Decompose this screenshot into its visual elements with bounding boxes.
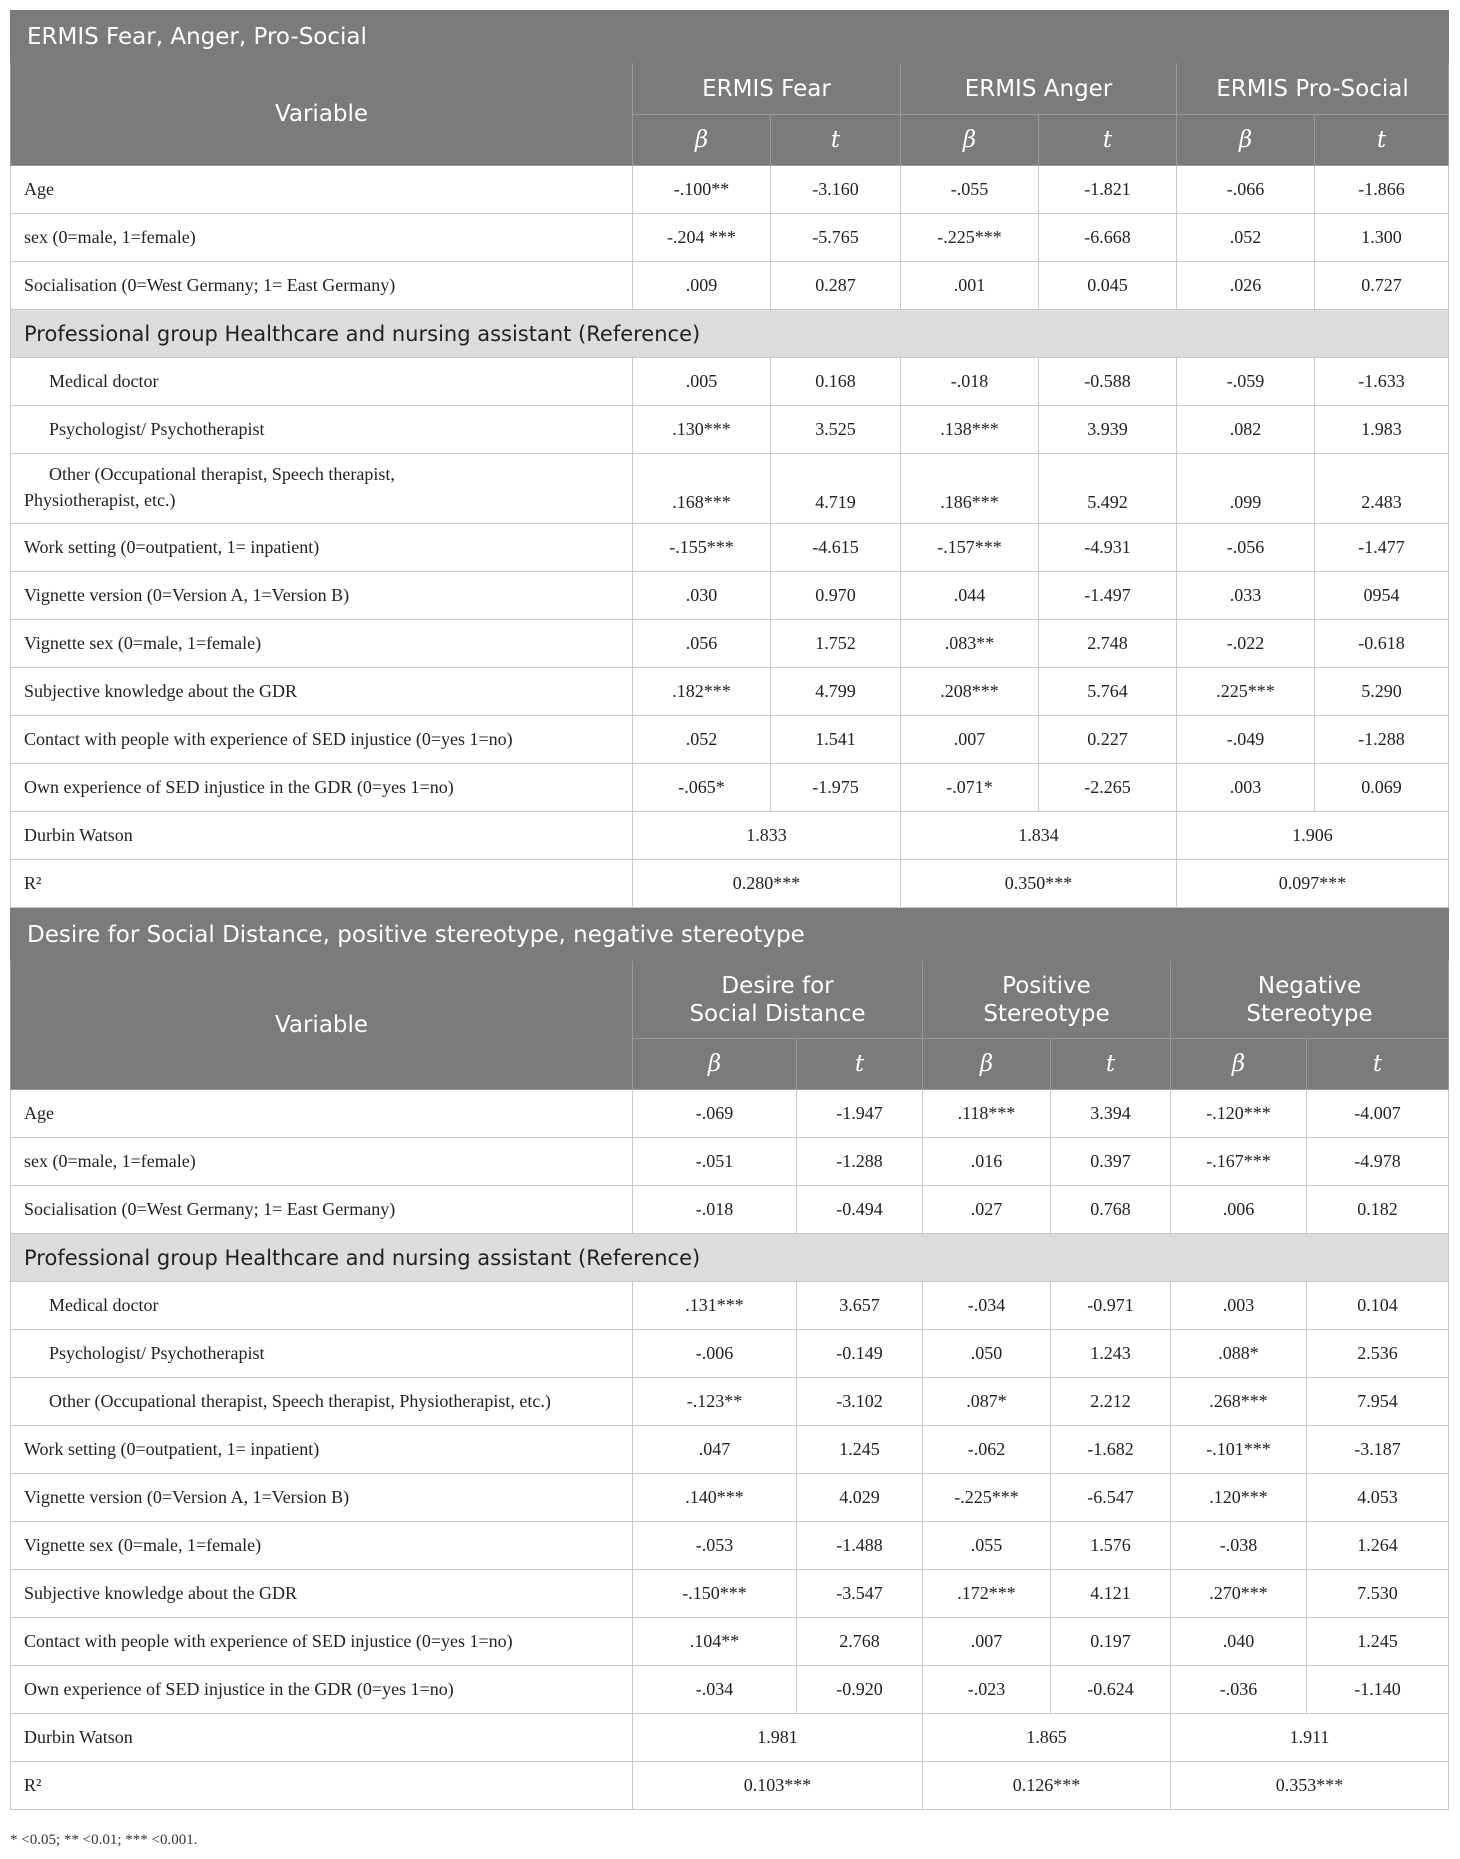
table-row [11, 454, 1449, 524]
variable-header: Variable [11, 63, 633, 166]
cell: .083** [901, 620, 1039, 668]
table-row [11, 524, 1449, 572]
cell: .225*** [1177, 668, 1315, 716]
beta-header: β [1177, 115, 1315, 166]
cell: .005 [633, 358, 771, 406]
table-row [11, 1474, 1449, 1522]
cell: .001 [901, 262, 1039, 310]
table-row [11, 1138, 1449, 1186]
row-label: Psychologist/ Psychotherapist [11, 406, 633, 454]
cell: 0.227 [1039, 716, 1177, 764]
cell: .044 [901, 572, 1039, 620]
cell: -0.971 [1051, 1282, 1171, 1330]
group-header-ermis-anger: ERMIS Anger [901, 63, 1177, 115]
cell: 0.287 [771, 262, 901, 310]
row-label-line2: Physiotherapist, etc.) [24, 490, 176, 510]
cell: 1.834 [901, 812, 1177, 860]
cell: .130*** [633, 406, 771, 454]
regression-tables [10, 10, 1448, 1810]
row-label: Durbin Watson [11, 1714, 633, 1762]
subgroup-header: Professional group Healthcare and nursing assistant (Reference) [11, 1234, 1449, 1282]
cell: 1.264 [1307, 1522, 1449, 1570]
group-header-line2: Stereotype [1246, 1000, 1373, 1027]
table-row [11, 358, 1449, 406]
beta-header: β [923, 1039, 1051, 1090]
cell: 7.530 [1307, 1570, 1449, 1618]
cell: .082 [1177, 406, 1315, 454]
cell: -.066 [1177, 166, 1315, 214]
cell: 0954 [1315, 572, 1449, 620]
group-header-ermis-fear: ERMIS Fear [633, 63, 901, 115]
beta-header: β [633, 1039, 797, 1090]
cell: .003 [1171, 1282, 1307, 1330]
beta-header: β [1171, 1039, 1307, 1090]
cell: -1.682 [1051, 1426, 1171, 1474]
cell: -1.947 [797, 1090, 923, 1138]
group-header-negative-stereotype [1171, 961, 1449, 1039]
cell: -0.149 [797, 1330, 923, 1378]
t-header: t [1051, 1039, 1171, 1090]
cell: 1.911 [1171, 1714, 1449, 1762]
subgroup-header: Professional group Healthcare and nursing assistant (Reference) [11, 310, 1449, 358]
cell: 5.492 [1039, 454, 1177, 524]
cell: .268*** [1171, 1378, 1307, 1426]
cell: .047 [633, 1426, 797, 1474]
cell: 2.768 [797, 1618, 923, 1666]
cell: 5.764 [1039, 668, 1177, 716]
table-row [11, 572, 1449, 620]
row-label: Work setting (0=outpatient, 1= inpatient) [11, 1426, 633, 1474]
t-header: t [797, 1039, 923, 1090]
section-title: ERMIS Fear, Anger, Pro-Social [11, 11, 1449, 63]
cell: -.100** [633, 166, 771, 214]
cell: 1.981 [633, 1714, 923, 1762]
cell: .118*** [923, 1090, 1051, 1138]
cell: -1.477 [1315, 524, 1449, 572]
cell: -.036 [1171, 1666, 1307, 1714]
group-header-ermis-prosocial: ERMIS Pro-Social [1177, 63, 1449, 115]
durbin-watson-row [11, 812, 1449, 860]
table-row [11, 620, 1449, 668]
cell: -.056 [1177, 524, 1315, 572]
table-row [11, 1330, 1449, 1378]
cell: 0.727 [1315, 262, 1449, 310]
cell: .033 [1177, 572, 1315, 620]
row-label: Medical doctor [11, 358, 633, 406]
cell: .007 [901, 716, 1039, 764]
cell: 0.069 [1315, 764, 1449, 812]
cell: .172*** [923, 1570, 1051, 1618]
t-header: t [1307, 1039, 1449, 1090]
row-label: sex (0=male, 1=female) [11, 1138, 633, 1186]
cell: -.225*** [923, 1474, 1051, 1522]
row-label: Subjective knowledge about the GDR [11, 668, 633, 716]
cell: .138*** [901, 406, 1039, 454]
cell: -.034 [923, 1282, 1051, 1330]
row-label: Vignette version (0=Version A, 1=Version B) [11, 1474, 633, 1522]
cell: -3.102 [797, 1378, 923, 1426]
table-row [11, 1186, 1449, 1234]
cell: 2.748 [1039, 620, 1177, 668]
row-label: Socialisation (0=West Germany; 1= East Germany) [11, 262, 633, 310]
cell: 1.865 [923, 1714, 1171, 1762]
row-label: R² [11, 860, 633, 908]
cell: 7.954 [1307, 1378, 1449, 1426]
row-label: Contact with people with experience of SED injustice (0=yes 1=no) [11, 716, 633, 764]
cell: 5.290 [1315, 668, 1449, 716]
cell: .027 [923, 1186, 1051, 1234]
row-label: Vignette version (0=Version A, 1=Version B) [11, 572, 633, 620]
cell: -.049 [1177, 716, 1315, 764]
cell: -.062 [923, 1426, 1051, 1474]
cell: 0.182 [1307, 1186, 1449, 1234]
table-row [11, 1426, 1449, 1474]
r-squared-row [11, 860, 1449, 908]
row-label: Other (Occupational therapist, Speech therapist, Physiotherapist, etc.) [11, 1378, 633, 1426]
cell: .003 [1177, 764, 1315, 812]
cell: .007 [923, 1618, 1051, 1666]
cell: 0.168 [771, 358, 901, 406]
cell: .052 [633, 716, 771, 764]
beta-header: β [901, 115, 1039, 166]
row-label: Vignette sex (0=male, 1=female) [11, 1522, 633, 1570]
cell: .030 [633, 572, 771, 620]
cell: -.155*** [633, 524, 771, 572]
cell: .026 [1177, 262, 1315, 310]
row-label: Medical doctor [11, 1282, 633, 1330]
table-social-distance [10, 908, 1449, 1810]
cell: -1.866 [1315, 166, 1449, 214]
table-row [11, 406, 1449, 454]
group-header-positive-stereotype [923, 961, 1171, 1039]
cell: 0.097*** [1177, 860, 1449, 908]
table-row [11, 1282, 1449, 1330]
cell: -.204 *** [633, 214, 771, 262]
cell: -.071* [901, 764, 1039, 812]
cell: -.023 [923, 1666, 1051, 1714]
t-header: t [771, 115, 901, 166]
group-header-line2: Social Distance [689, 1000, 866, 1027]
table-row [11, 1666, 1449, 1714]
cell: -.120*** [1171, 1090, 1307, 1138]
cell: 4.799 [771, 668, 901, 716]
cell: -.065* [633, 764, 771, 812]
cell: -.101*** [1171, 1426, 1307, 1474]
cell: 3.657 [797, 1282, 923, 1330]
cell: 0.397 [1051, 1138, 1171, 1186]
cell: .270*** [1171, 1570, 1307, 1618]
table-row [11, 716, 1449, 764]
row-label: Contact with people with experience of SED injustice (0=yes 1=no) [11, 1618, 633, 1666]
cell: -.123** [633, 1378, 797, 1426]
cell: 0.280*** [633, 860, 901, 908]
row-label [11, 454, 633, 524]
cell: 4.719 [771, 454, 901, 524]
cell: -.034 [633, 1666, 797, 1714]
table-row [11, 668, 1449, 716]
cell: 1.983 [1315, 406, 1449, 454]
group-header-social-distance [633, 961, 923, 1039]
cell: 1.245 [797, 1426, 923, 1474]
cell: 1.245 [1307, 1618, 1449, 1666]
cell: .186*** [901, 454, 1039, 524]
cell: 4.029 [797, 1474, 923, 1522]
table-row [11, 166, 1449, 214]
cell: -1.975 [771, 764, 901, 812]
cell: -.069 [633, 1090, 797, 1138]
r-squared-row [11, 1762, 1449, 1810]
cell: 1.833 [633, 812, 901, 860]
cell: 3.525 [771, 406, 901, 454]
cell: .009 [633, 262, 771, 310]
cell: 4.053 [1307, 1474, 1449, 1522]
cell: -6.547 [1051, 1474, 1171, 1522]
cell: .104** [633, 1618, 797, 1666]
beta-header: β [633, 115, 771, 166]
cell: .131*** [633, 1282, 797, 1330]
cell: 0.353*** [1171, 1762, 1449, 1810]
cell: -4.978 [1307, 1138, 1449, 1186]
cell: 4.121 [1051, 1570, 1171, 1618]
cell: -0.920 [797, 1666, 923, 1714]
cell: .099 [1177, 454, 1315, 524]
cell: -4.007 [1307, 1090, 1449, 1138]
cell: -0.588 [1039, 358, 1177, 406]
cell: 3.939 [1039, 406, 1177, 454]
cell: .016 [923, 1138, 1051, 1186]
cell: 2.536 [1307, 1330, 1449, 1378]
cell: .182*** [633, 668, 771, 716]
cell: -.157*** [901, 524, 1039, 572]
table-row [11, 1570, 1449, 1618]
cell: 0.197 [1051, 1618, 1171, 1666]
cell: -2.265 [1039, 764, 1177, 812]
cell: .052 [1177, 214, 1315, 262]
cell: -5.765 [771, 214, 901, 262]
cell: -.018 [633, 1186, 797, 1234]
cell: 0.126*** [923, 1762, 1171, 1810]
cell: .040 [1171, 1618, 1307, 1666]
cell: -1.497 [1039, 572, 1177, 620]
cell: -.059 [1177, 358, 1315, 406]
cell: -3.187 [1307, 1426, 1449, 1474]
cell: -1.488 [797, 1522, 923, 1570]
row-label: Vignette sex (0=male, 1=female) [11, 620, 633, 668]
cell: 0.768 [1051, 1186, 1171, 1234]
cell: .055 [923, 1522, 1051, 1570]
cell: -4.615 [771, 524, 901, 572]
t-header: t [1039, 115, 1177, 166]
group-header-line1: Desire for [721, 972, 834, 999]
row-label: Age [11, 166, 633, 214]
cell: -0.618 [1315, 620, 1449, 668]
cell: -.018 [901, 358, 1039, 406]
section-title: Desire for Social Distance, positive stereotype, negative stereotype [11, 909, 1449, 961]
cell: -1.288 [1315, 716, 1449, 764]
cell: .087* [923, 1378, 1051, 1426]
t-header: t [1315, 115, 1449, 166]
cell: .088* [1171, 1330, 1307, 1378]
cell: .056 [633, 620, 771, 668]
cell: .120*** [1171, 1474, 1307, 1522]
row-label: Psychologist/ Psychotherapist [11, 1330, 633, 1378]
table-row [11, 262, 1449, 310]
cell: 2.212 [1051, 1378, 1171, 1426]
cell: -.006 [633, 1330, 797, 1378]
durbin-watson-row [11, 1714, 1449, 1762]
cell: 0.103*** [633, 1762, 923, 1810]
cell: -6.668 [1039, 214, 1177, 262]
row-label: Own experience of SED injustice in the GDR (0=yes 1=no) [11, 764, 633, 812]
group-header-line1: Negative [1257, 972, 1362, 999]
table-row [11, 1090, 1449, 1138]
cell: -.225*** [901, 214, 1039, 262]
cell: 1.906 [1177, 812, 1449, 860]
cell: -.055 [901, 166, 1039, 214]
cell: 0.045 [1039, 262, 1177, 310]
group-header-line1: Positive [1002, 972, 1091, 999]
cell: 0.350*** [901, 860, 1177, 908]
table-row [11, 1378, 1449, 1426]
table-row [11, 764, 1449, 812]
group-header-line2: Stereotype [983, 1000, 1110, 1027]
cell: -.167*** [1171, 1138, 1307, 1186]
row-label: Socialisation (0=West Germany; 1= East Germany) [11, 1186, 633, 1234]
cell: 1.243 [1051, 1330, 1171, 1378]
cell: -1.140 [1307, 1666, 1449, 1714]
row-label: Own experience of SED injustice in the GDR (0=yes 1=no) [11, 1666, 633, 1714]
cell: -.051 [633, 1138, 797, 1186]
cell: .208*** [901, 668, 1039, 716]
footnote: * <0.05; ** <0.01; *** <0.001. [10, 1832, 198, 1848]
cell: -0.624 [1051, 1666, 1171, 1714]
cell: -3.160 [771, 166, 901, 214]
cell: 1.300 [1315, 214, 1449, 262]
table-row [11, 214, 1449, 262]
row-label: sex (0=male, 1=female) [11, 214, 633, 262]
cell: -.053 [633, 1522, 797, 1570]
cell: -0.494 [797, 1186, 923, 1234]
table-ermis [10, 10, 1449, 908]
cell: -1.288 [797, 1138, 923, 1186]
cell: 0.104 [1307, 1282, 1449, 1330]
table-row [11, 1618, 1449, 1666]
cell: 1.576 [1051, 1522, 1171, 1570]
cell: .050 [923, 1330, 1051, 1378]
row-label: Work setting (0=outpatient, 1= inpatient) [11, 524, 633, 572]
cell: 2.483 [1315, 454, 1449, 524]
cell: 0.970 [771, 572, 901, 620]
cell: .006 [1171, 1186, 1307, 1234]
row-label: Subjective knowledge about the GDR [11, 1570, 633, 1618]
cell: -1.633 [1315, 358, 1449, 406]
cell: -.150*** [633, 1570, 797, 1618]
variable-header: Variable [11, 961, 633, 1090]
row-label: Durbin Watson [11, 812, 633, 860]
cell: -.022 [1177, 620, 1315, 668]
cell: 1.541 [771, 716, 901, 764]
row-label: Age [11, 1090, 633, 1138]
cell: .168*** [633, 454, 771, 524]
cell: -3.547 [797, 1570, 923, 1618]
cell: -1.821 [1039, 166, 1177, 214]
row-label: R² [11, 1762, 633, 1810]
row-label-line1: Other (Occupational therapist, Speech therapist, [49, 464, 395, 484]
table-row [11, 1522, 1449, 1570]
cell: -4.931 [1039, 524, 1177, 572]
cell: 3.394 [1051, 1090, 1171, 1138]
cell: .140*** [633, 1474, 797, 1522]
cell: 1.752 [771, 620, 901, 668]
cell: -.038 [1171, 1522, 1307, 1570]
